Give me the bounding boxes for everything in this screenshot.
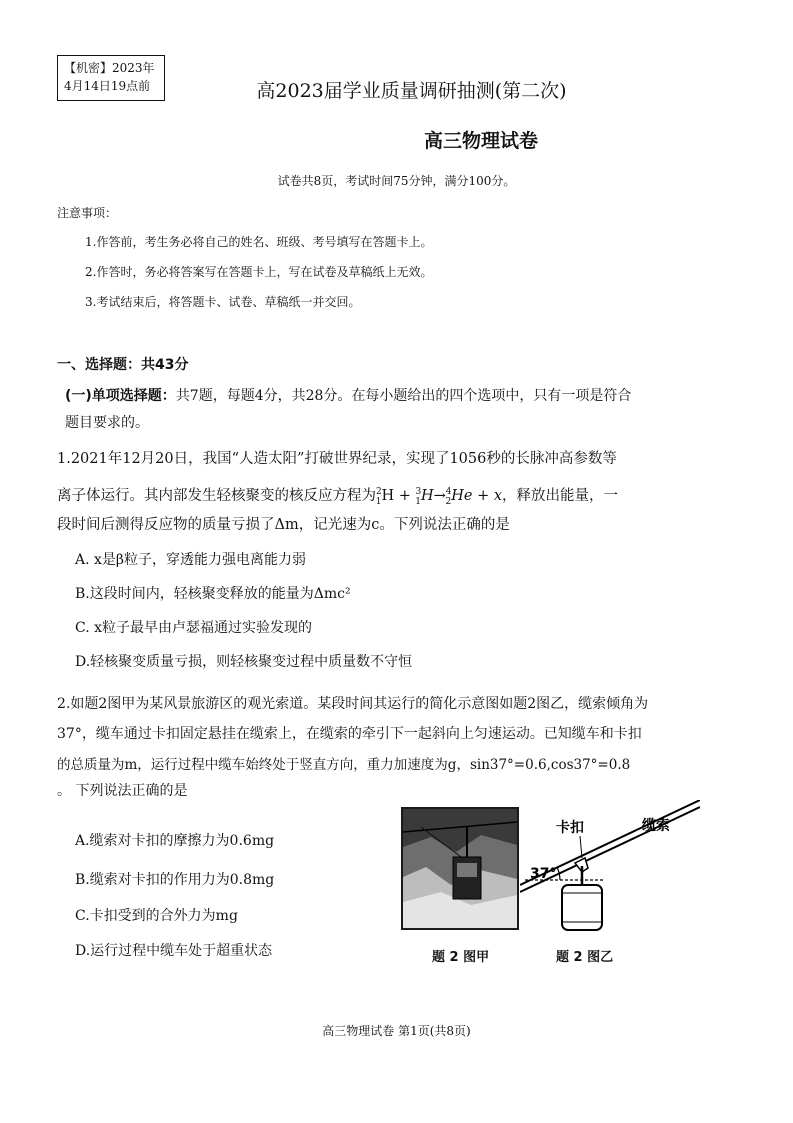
fig2-caption: 题 2 图乙 xyxy=(556,950,614,965)
section-sub-text: 共7题，每题4分，共28分。在每小题给出的四个选项中，只有一项是符合 xyxy=(175,388,632,404)
q1-line3: 段时间后测得反应物的质量亏损了Δm，记光速为c。下列说法正确的是 xyxy=(57,517,510,533)
section-sub-line1 xyxy=(65,385,631,405)
page-footer: 高三物理试卷 第1页(共8页) xyxy=(322,1024,471,1038)
cable-car-photo xyxy=(401,807,519,930)
q1-option-c: C. x粒子最早由卢瑟福通过实验发现的 xyxy=(75,620,313,636)
fig1-caption: 题 2 图甲 xyxy=(432,950,490,965)
q2-option-a: A.缆索对卡扣的摩擦力为0.6mg xyxy=(75,833,275,849)
fig2-label-clip: 卡扣 xyxy=(556,820,584,836)
q1-option-b: B.这段时间内，轻核聚变释放的能量为Δmc² xyxy=(75,586,351,602)
exam-info: 试卷共8页，考试时间75分钟，满分100分。 xyxy=(277,174,516,188)
section-sub-line2: 题目要求的。 xyxy=(65,415,149,431)
q2-option-b: B.缆索对卡扣的作用力为0.8mg xyxy=(75,872,275,888)
section-heading: 一、选择题：共43分 xyxy=(57,357,189,373)
q2-line4: 。 下列说法正确的是 xyxy=(57,783,188,799)
cable-schematic xyxy=(520,800,700,935)
q2-line3: 的总质量为m，运行过程中缆车始终处于竖直方向，重力加速度为g，sin37°=0.6,cos37°=0.8 xyxy=(57,757,631,773)
exam-title: 高2023届学业质量调研抽测(第二次) xyxy=(256,80,567,102)
q1-line2-a: 离子体运行。其内部发生轻核聚变的核反应方程为 xyxy=(57,487,376,504)
confidential-line1: 【机密】2023年 xyxy=(64,61,155,75)
notice-heading: 注意事项： xyxy=(57,206,118,220)
q2-line1: 2.如题2图甲为某风景旅游区的观光索道。某段时间其运行的简化示意图如题2图乙，缆索倾角为 xyxy=(57,696,649,712)
fig2-label-angle: 37° xyxy=(530,866,557,882)
q2-option-c: C.卡扣受到的合外力为mg xyxy=(75,908,238,924)
exam-subtitle: 高三物理试卷 xyxy=(424,130,539,152)
q2-line2: 37°，缆车通过卡扣固定悬挂在缆索上，在缆索的牵引下一起斜向上匀速运动。已知缆车和卡扣 xyxy=(57,726,642,742)
notice-item: 2.作答时，务必将答案写在答题卡上，写在试卷及草稿纸上无效。 xyxy=(85,265,433,279)
q1-line1: 1.2021年12月20日，我国“人造太阳”打破世界纪录，实现了1056秒的长脉冲高参数等 xyxy=(57,451,617,467)
q1-option-d: D.轻核聚变质量亏损，则轻核聚变过程中质量数不守恒 xyxy=(75,654,413,670)
q1-line2-b: ，释放出能量，一 xyxy=(502,487,619,504)
notice-item: 3.考试结束后，将答题卡、试卷、草稿纸一并交回。 xyxy=(85,295,361,309)
confidential-line2: 4月14日19点前 xyxy=(64,79,151,93)
q1-option-a: A. x是β粒子，穿透能力强电离能力弱 xyxy=(75,552,306,568)
q2-option-d: D.运行过程中缆车处于超重状态 xyxy=(75,943,273,959)
q1-equation: $^2_1$H + $^3_1$H→$^4_2$He + x xyxy=(375,487,503,507)
section-sub-label: (一)单项选择题： xyxy=(65,388,176,404)
fig2-label-cable: 缆索 xyxy=(642,818,670,834)
notice-item: 1.作答前，考生务必将自己的姓名、班级、考号填写在答题卡上。 xyxy=(85,235,433,249)
